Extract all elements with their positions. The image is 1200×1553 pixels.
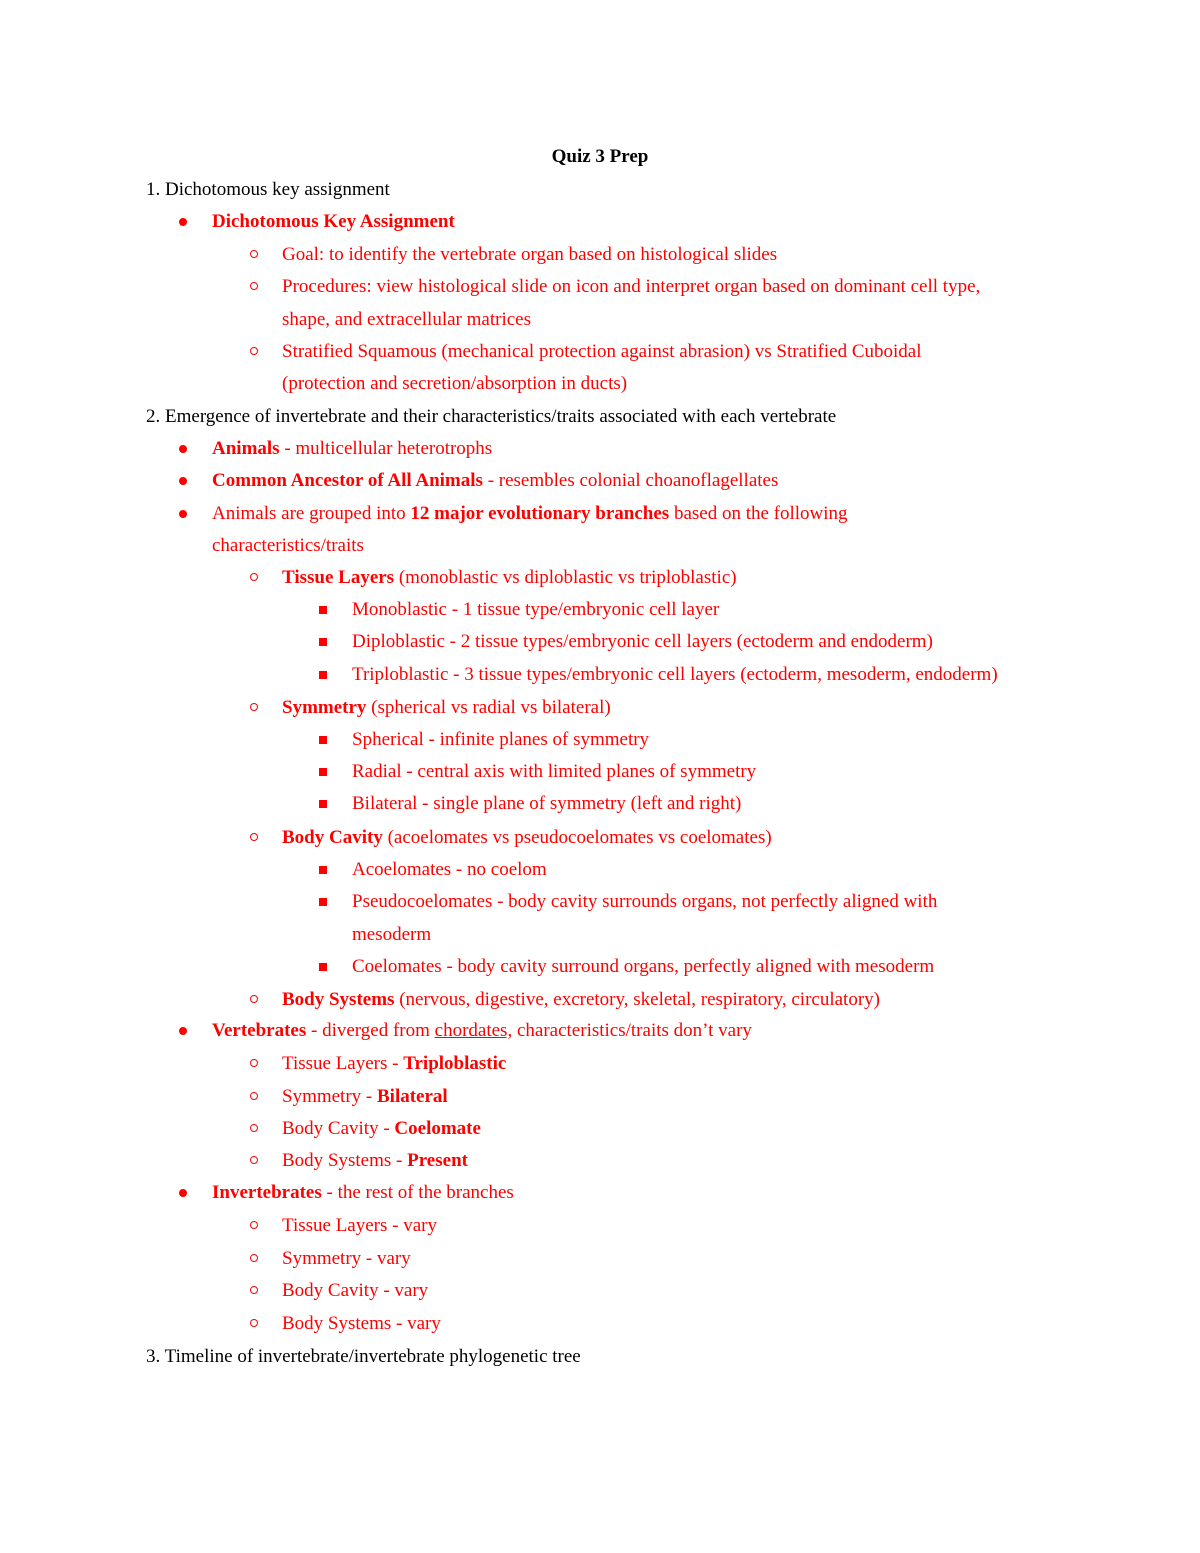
grouped-item [212,500,848,528]
acoelomates-item: Acoelomates - no coelom [352,859,547,880]
vert-cav-val: Coelomate [394,1118,481,1139]
vert-tissue-val: Triploblastic [403,1053,507,1074]
diploblastic-item: Diploblastic - 2 tissue types/embryonic cell layers (ectoderm and endoderm) [352,631,933,652]
bullet-circle-icon [250,573,258,581]
chordates-link[interactable]: chordates, [434,1020,513,1041]
dichotomous-bullet: Dichotomous Key Assignment [212,211,455,232]
symmetry-item [282,694,611,722]
bullet-square-icon [319,866,327,874]
triploblastic-item: Triploblastic - 3 tissue types/embryonic cell layers (ectoderm, mesoderm, endoderm) [352,664,998,685]
bullet-square-icon [319,671,327,679]
vert-cavity-item [282,1115,481,1143]
grouped-pre: Animals are grouped into [212,503,411,524]
pseudocoelomates-item-cont: mesoderm [352,924,432,945]
cavity-def: (acoelomates vs pseudocoelomates vs coelomates) [382,827,772,848]
bullet-circle-icon [250,1221,258,1229]
bullet-circle-icon [250,1254,258,1262]
bullet-circle-icon [250,1319,258,1327]
bullet-circle-icon [250,1059,258,1067]
bullet-circle-icon [250,250,258,258]
goal-item: Goal: to identify the vertebrate organ based on histological slides [282,244,778,265]
animals-item [212,435,492,463]
tissue-layers-item [282,564,737,592]
bullet-circle-icon [250,1156,258,1164]
procedures-item: Procedures: view histological slide on icon and interpret organ based on dominant cell type, [282,276,981,297]
stratified-item: Stratified Squamous (mechanical protection against abrasion) vs Stratified Cuboidal [282,341,922,362]
procedures-item-cont: shape, and extracellular matrices [282,309,531,330]
stratified-item-cont: (protection and secretion/absorption in ducts) [282,373,628,394]
vert-sys-pre: Body Systems - [282,1150,408,1171]
coelomates-item: Coelomates - body cavity surround organs, perfectly aligned with mesoderm [352,956,935,977]
grouped-item-cont: characteristics/traits [212,535,364,556]
invert-symmetry-item: Symmetry - vary [282,1248,411,1269]
tissue-def: (monoblastic vs diploblastic vs triploblastic) [394,567,737,588]
vertebrates-pre: - diverged from [306,1020,435,1041]
vert-systems-item [282,1147,468,1175]
vertebrates-term: Vertebrates [212,1020,307,1041]
monoblastic-item: Monoblastic - 1 tissue type/embryonic cell layer [352,599,720,620]
section-2-heading: 2. Emergence of invertebrate and their characteristics/traits associated with each vertebrate [146,406,837,427]
bilateral-item: Bilateral - single plane of symmetry (left and right) [352,793,742,814]
bullet-circle-icon [250,1124,258,1132]
body-cavity-item [282,824,772,852]
bullet-circle-icon [250,995,258,1003]
bullet-square-icon [319,800,327,808]
bullet-disc-icon [179,218,187,226]
bullet-square-icon [319,638,327,646]
vert-tissue-pre: Tissue Layers - [282,1053,404,1074]
bullet-square-icon [319,768,327,776]
vert-sym-pre: Symmetry - [282,1086,377,1107]
bullet-circle-icon [250,1092,258,1100]
bullet-disc-icon [179,445,187,453]
bullet-circle-icon [250,833,258,841]
pseudocoelomates-item: Pseudocoelomates - body cavity surrounds organs, not perfectly aligned with [352,891,938,912]
vertebrates-item [212,1017,752,1045]
vert-cav-pre: Body Cavity - [282,1118,395,1139]
vert-symmetry-item [282,1083,448,1111]
ancestor-term: Common Ancestor of All Animals [212,470,483,491]
cavity-term: Body Cavity [282,827,383,848]
symmetry-def: (spherical vs radial vs bilateral) [366,697,611,718]
tissue-term: Tissue Layers [282,567,395,588]
animals-def: - multicellular heterotrophs [279,438,493,459]
spherical-item: Spherical - infinite planes of symmetry [352,729,650,750]
vertebrates-post: characteristics/traits don’t vary [512,1020,752,1041]
bullet-square-icon [319,963,327,971]
bullet-disc-icon [179,1189,187,1197]
body-systems-item [282,986,880,1014]
bullet-circle-icon [250,347,258,355]
ancestor-item [212,467,778,495]
invertebrates-item [212,1179,514,1207]
grouped-post: based on the following [669,503,848,524]
page-title: Quiz 3 Prep [551,146,649,167]
invertebrates-term: Invertebrates [212,1182,322,1203]
bullet-circle-icon [250,1286,258,1294]
bullet-circle-icon [250,703,258,711]
vert-sys-val: Present [407,1150,468,1171]
systems-term: Body Systems [282,989,395,1010]
systems-def: (nervous, digestive, excretory, skeletal, respiratory, circulatory) [394,989,880,1010]
bullet-disc-icon [179,477,187,485]
bullet-circle-icon [250,282,258,290]
bullet-square-icon [319,606,327,614]
vert-sym-val: Bilateral [377,1086,448,1107]
invert-cavity-item: Body Cavity - vary [282,1280,429,1301]
invertebrates-def: - the rest of the branches [321,1182,514,1203]
grouped-bold: 12 major evolutionary branches [410,503,670,524]
ancestor-def: - resembles colonial choanoflagellates [482,470,779,491]
bullet-disc-icon [179,1027,187,1035]
symmetry-term: Symmetry [282,697,367,718]
section-3-heading: 3. Timeline of invertebrate/invertebrate phylogenetic tree [146,1346,581,1367]
invert-tissue-item: Tissue Layers - vary [282,1215,437,1236]
vert-tissue-item [282,1050,506,1078]
invert-systems-item: Body Systems - vary [282,1313,441,1334]
animals-term: Animals [212,438,280,459]
bullet-square-icon [319,898,327,906]
bullet-disc-icon [179,510,187,518]
bullet-square-icon [319,736,327,744]
radial-item: Radial - central axis with limited planes of symmetry [352,761,757,782]
section-1-heading: 1. Dichotomous key assignment [146,179,390,200]
